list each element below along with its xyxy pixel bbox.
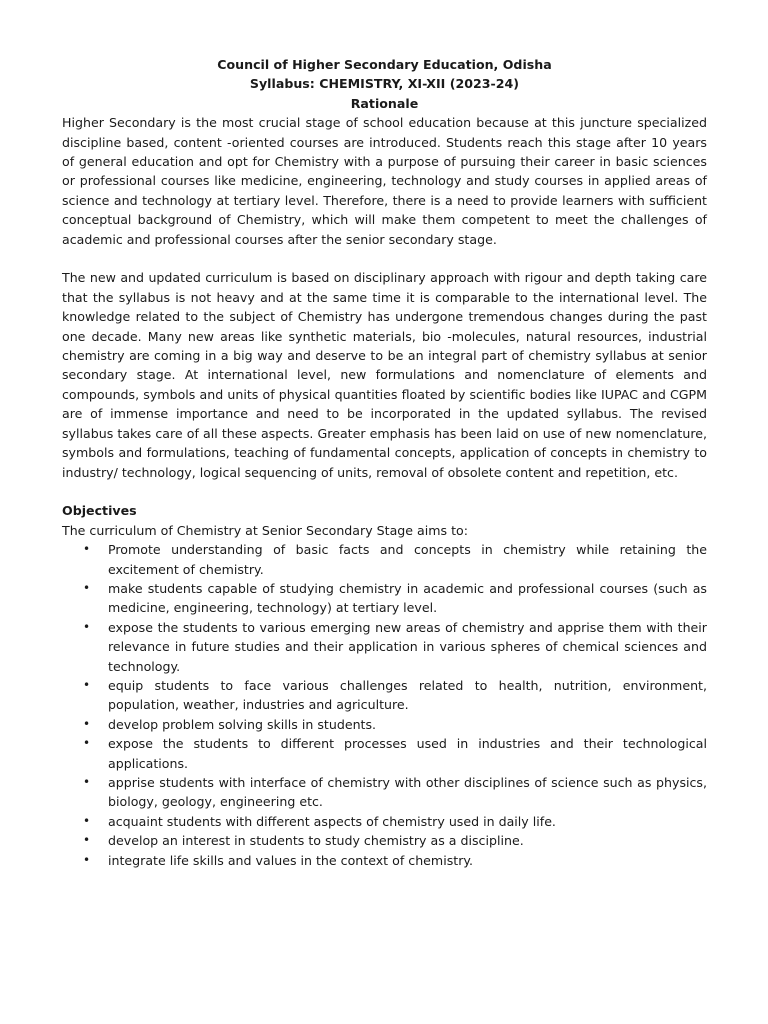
objectives-list	[62, 540, 707, 870]
objective-text: integrate life skills and values in the context of chemistry.	[108, 852, 474, 868]
rationale-paragraph-1: Higher Secondary is the most crucial stage of school education because at this juncture specialized discipline based, content -oriented courses are introduced. Students reach this stage after 10 years of general education and opt for Chemistry with a purpose of pursuing their career in basic sciences or professional courses like medicine, engineering, technology and study courses in applied areas of science and technology at tertiary level. Therefore, there is a need to provide learners with sufficient conceptual background of Chemistry, which will make them competent to meet the challenges of academic and professional courses after the senior secondary stage.	[62, 115, 707, 247]
section-spacer	[62, 482, 707, 501]
objective-text: equip students to face various challenges related to health, nutrition, environment, population, weather, industries and agriculture.	[108, 677, 707, 713]
objective-text: apprise students with interface of chemistry with other disciplines of science such as physics, biology, geology, engineering etc.	[108, 775, 707, 810]
objective-text: acquaint students with different aspects of chemistry used in daily life.	[108, 813, 556, 829]
list-item	[62, 851, 707, 870]
bullet-icon: •	[83, 852, 91, 867]
bullet-icon: •	[83, 619, 91, 634]
objective-text: make students capable of studying chemistry in academic and professional courses (such as medicine, engineering, technology) at tertiary level.	[108, 580, 707, 616]
objective-text: Promote understanding of basic facts and concepts in chemistry while retaining the excitement of chemistry.	[108, 542, 707, 577]
bullet-icon: •	[83, 716, 91, 731]
syllabus-title: Syllabus: CHEMISTRY, XI-XII (2023-24)	[249, 76, 520, 92]
rationale-paragraph-2: The new and updated curriculum is based on disciplinary approach with rigour and depth taking care that the syllabus is not heavy and at the same time it is comparable to the international level. The knowledge related to the subject of Chemistry has undergone tremendous changes during the past one decade. Many new areas like synthetic materials, bio -molecules, natural resources, industrial chemistry are coming in a big way and deserve to be an integral part of chemistry syllabus at senior secondary stage. At international level, new formulations and nomenclature of elements and compounds, symbols and units of physical quantities floated by scientific bodies like IUPAC and CGPM are of immense importance and need to be incorporated in the updated syllabus. The revised syllabus takes care of all these aspects. Greater emphasis has been laid on use of new nomenclature, symbols and formulations, teaching of fundamental concepts, application of concepts in chemistry to industry/ technology, logical sequencing of units, removal of obsolete content and repetition, etc.	[62, 270, 707, 480]
bullet-icon: •	[83, 542, 91, 557]
bullet-icon: •	[83, 677, 91, 692]
objective-text: expose the students to different processes used in industries and their technological applications.	[108, 736, 707, 771]
council-title: Council of Higher Secondary Education, Odisha	[217, 57, 552, 72]
list-item	[62, 618, 707, 676]
list-item	[62, 676, 707, 715]
objective-text: develop problem solving skills in students.	[108, 716, 377, 732]
list-item	[62, 715, 707, 734]
list-item	[62, 831, 707, 850]
objective-text: develop an interest in students to study chemistry as a discipline.	[108, 833, 524, 849]
list-item	[62, 734, 707, 773]
bullet-icon: •	[83, 833, 91, 848]
paragraph-spacer	[62, 249, 707, 268]
list-item	[62, 540, 707, 579]
objective-text: expose the students to various emerging new areas of chemistry and apprise them with their relevance in future studies and their application in various spheres of chemical sciences and technology.	[108, 619, 707, 674]
list-item	[62, 579, 707, 618]
bullet-icon: •	[83, 580, 91, 595]
list-item	[62, 812, 707, 831]
rationale-heading: Rationale	[350, 95, 419, 111]
bullet-icon: •	[83, 775, 91, 789]
objectives-heading: Objectives	[62, 503, 137, 519]
document-page	[62, 55, 707, 870]
bullet-icon: •	[83, 736, 91, 751]
list-item	[62, 773, 707, 812]
bullet-icon: •	[83, 813, 91, 828]
objectives-intro: The curriculum of Chemistry at Senior Secondary Stage aims to:	[62, 522, 468, 538]
